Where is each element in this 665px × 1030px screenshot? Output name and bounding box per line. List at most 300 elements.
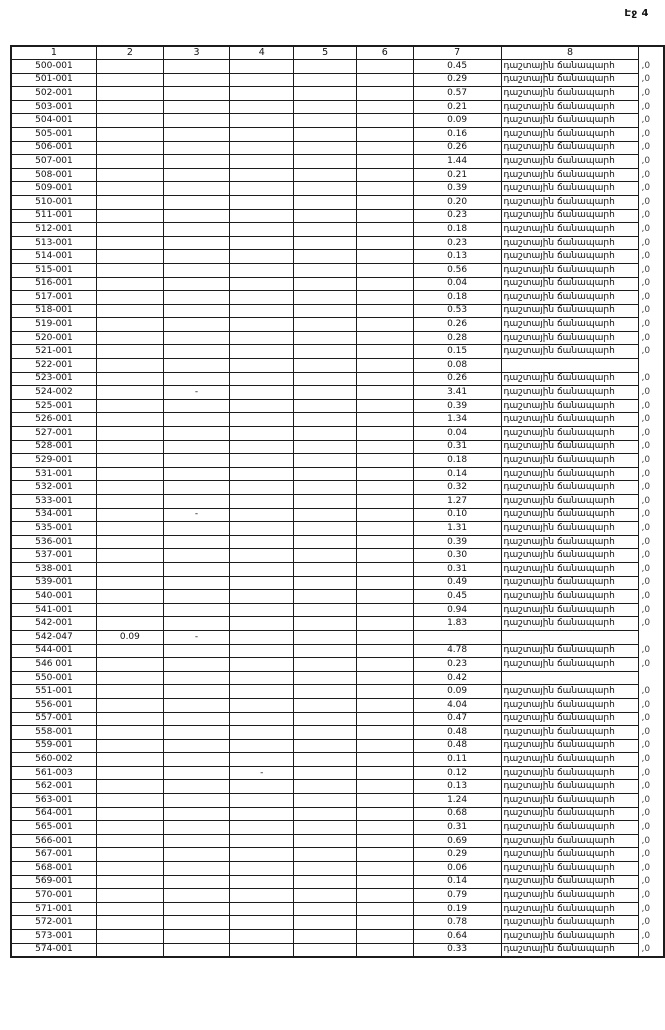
table-row bbox=[11, 902, 664, 916]
edge-mark: ,0 bbox=[641, 60, 651, 71]
cell-col8: դաշտային ճանապարհ bbox=[501, 685, 639, 699]
cell-col7: 0.31 bbox=[413, 821, 501, 835]
cell-col6 bbox=[356, 345, 413, 359]
cell-col2 bbox=[96, 331, 163, 345]
table-row bbox=[11, 834, 664, 848]
cell-col1: 503-001 bbox=[11, 100, 96, 114]
table-header-row bbox=[11, 46, 664, 60]
edge-mark: ,0 bbox=[641, 618, 651, 629]
cell-col6 bbox=[356, 359, 413, 373]
cell-col6 bbox=[356, 848, 413, 862]
cell-col2 bbox=[96, 372, 163, 386]
cell-col7: 0.26 bbox=[413, 318, 501, 332]
edge-mark: ,0 bbox=[641, 319, 651, 330]
edge-mark: ,0 bbox=[641, 169, 651, 180]
cell-col2 bbox=[96, 807, 163, 821]
cell-col6 bbox=[356, 698, 413, 712]
cell-col2 bbox=[96, 753, 163, 767]
cell-col4 bbox=[230, 345, 294, 359]
cell-col1: 540-001 bbox=[11, 590, 96, 604]
header-cell-col6: 6 bbox=[356, 46, 413, 60]
cell-col2 bbox=[96, 535, 163, 549]
cell-col4 bbox=[230, 291, 294, 305]
cell-col4 bbox=[230, 481, 294, 495]
cell-col2 bbox=[96, 848, 163, 862]
cell-col2 bbox=[96, 168, 163, 182]
cell-col3 bbox=[163, 766, 229, 780]
cell-col5 bbox=[294, 698, 356, 712]
cell-col3 bbox=[163, 223, 229, 237]
table-row bbox=[11, 930, 664, 944]
cell-col8: դաշտային ճանապարհ bbox=[501, 821, 639, 835]
cell-col8: դաշտային ճանապարհ bbox=[501, 399, 639, 413]
page-number-label: Էջ 4 bbox=[624, 8, 649, 19]
table-row bbox=[11, 304, 664, 318]
cell-col6 bbox=[356, 522, 413, 536]
cell-col3 bbox=[163, 345, 229, 359]
cell-col8: դաշտային ճանապարհ bbox=[501, 60, 639, 74]
cell-col4 bbox=[230, 223, 294, 237]
cell-col8 bbox=[501, 671, 639, 685]
cell-col4 bbox=[230, 155, 294, 169]
cell-col4 bbox=[230, 807, 294, 821]
cell-col3 bbox=[163, 549, 229, 563]
cell-col1: 568-001 bbox=[11, 862, 96, 876]
cell-col1: 532-001 bbox=[11, 481, 96, 495]
cell-col7: 0.53 bbox=[413, 304, 501, 318]
cell-col7: 0.48 bbox=[413, 726, 501, 740]
table-row bbox=[11, 100, 664, 114]
cell-col1: 542-047 bbox=[11, 630, 96, 644]
cell-col6 bbox=[356, 535, 413, 549]
cell-col8: դաշտային ճանապարհ bbox=[501, 345, 639, 359]
cell-col6 bbox=[356, 712, 413, 726]
cell-col2 bbox=[96, 304, 163, 318]
edge-mark: ,0 bbox=[641, 604, 651, 615]
cell-col8: դաշտային ճանապարհ bbox=[501, 848, 639, 862]
edge-mark: ,0 bbox=[641, 305, 651, 316]
cell-col5 bbox=[294, 535, 356, 549]
cell-col6 bbox=[356, 440, 413, 454]
cell-col2 bbox=[96, 127, 163, 141]
cell-col7: 1.24 bbox=[413, 794, 501, 808]
cell-col6 bbox=[356, 127, 413, 141]
cell-col3 bbox=[163, 413, 229, 427]
cell-col5 bbox=[294, 603, 356, 617]
cell-col1: 518-001 bbox=[11, 304, 96, 318]
table-row bbox=[11, 454, 664, 468]
cell-col7: 1.27 bbox=[413, 495, 501, 509]
cell-col6 bbox=[356, 155, 413, 169]
cell-col3 bbox=[163, 698, 229, 712]
table-row bbox=[11, 345, 664, 359]
cell-col2 bbox=[96, 182, 163, 196]
cell-col6 bbox=[356, 590, 413, 604]
cell-col6 bbox=[356, 794, 413, 808]
cell-col1: 531-001 bbox=[11, 467, 96, 481]
cell-col8: դաշտային ճանապարհ bbox=[501, 209, 639, 223]
cell-col1: 523-001 bbox=[11, 372, 96, 386]
cell-col3 bbox=[163, 658, 229, 672]
cell-col8: դաշտային ճանապարհ bbox=[501, 495, 639, 509]
cell-col5 bbox=[294, 617, 356, 631]
cell-col6 bbox=[356, 630, 413, 644]
table-row bbox=[11, 739, 664, 753]
cell-col8: դաշտային ճանապարհ bbox=[501, 590, 639, 604]
cell-col2 bbox=[96, 549, 163, 563]
cell-col3: - bbox=[163, 386, 229, 400]
cell-col3 bbox=[163, 875, 229, 889]
cell-col1: 505-001 bbox=[11, 127, 96, 141]
cell-col2 bbox=[96, 916, 163, 930]
table-row bbox=[11, 427, 664, 441]
cell-col3 bbox=[163, 359, 229, 373]
cell-col8: դաշտային ճանապարհ bbox=[501, 739, 639, 753]
cell-col5 bbox=[294, 155, 356, 169]
cell-col8: դաշտային ճանապարհ bbox=[501, 100, 639, 114]
cell-col2 bbox=[96, 195, 163, 209]
cell-col2 bbox=[96, 114, 163, 128]
cell-col7: 0.21 bbox=[413, 168, 501, 182]
cell-col6 bbox=[356, 562, 413, 576]
table-row bbox=[11, 318, 664, 332]
cell-col3 bbox=[163, 562, 229, 576]
cell-col8: դաշտային ճանապարհ bbox=[501, 141, 639, 155]
cell-col7: 0.57 bbox=[413, 87, 501, 101]
cell-col6 bbox=[356, 875, 413, 889]
cell-col4 bbox=[230, 182, 294, 196]
header-cell-col4: 4 bbox=[230, 46, 294, 60]
edge-mark: ,0 bbox=[641, 210, 651, 221]
cell-col8: դաշտային ճանապարհ bbox=[501, 467, 639, 481]
cell-col8: դաշտային ճանապարհ bbox=[501, 413, 639, 427]
cell-col6 bbox=[356, 495, 413, 509]
table-row bbox=[11, 535, 664, 549]
cell-col3 bbox=[163, 250, 229, 264]
cell-col3 bbox=[163, 168, 229, 182]
cell-col8: դաշտային ճանապարհ bbox=[501, 277, 639, 291]
cell-col2 bbox=[96, 889, 163, 903]
cell-col1: 557-001 bbox=[11, 712, 96, 726]
table-row bbox=[11, 182, 664, 196]
edge-mark: ,0 bbox=[641, 468, 651, 479]
cell-col3 bbox=[163, 590, 229, 604]
edge-mark: ,0 bbox=[641, 536, 651, 547]
cell-col8: դաշտային ճանապարհ bbox=[501, 889, 639, 903]
cell-col8: դաշտային ճանապարհ bbox=[501, 726, 639, 740]
cell-col7: 0.64 bbox=[413, 930, 501, 944]
cell-col2 bbox=[96, 359, 163, 373]
cell-col5 bbox=[294, 87, 356, 101]
cell-col8: դաշտային ճանապարհ bbox=[501, 331, 639, 345]
cell-col6 bbox=[356, 821, 413, 835]
cell-col1: 560-002 bbox=[11, 753, 96, 767]
table-row bbox=[11, 127, 664, 141]
cell-col6 bbox=[356, 223, 413, 237]
cell-col2 bbox=[96, 291, 163, 305]
cell-col1: 544-001 bbox=[11, 644, 96, 658]
edge-mark: ,0 bbox=[641, 903, 651, 914]
table-row bbox=[11, 195, 664, 209]
cell-col5 bbox=[294, 794, 356, 808]
cell-col1: 526-001 bbox=[11, 413, 96, 427]
cell-col5 bbox=[294, 739, 356, 753]
cell-col3 bbox=[163, 182, 229, 196]
cell-col2 bbox=[96, 562, 163, 576]
header-cell-col1: 1 bbox=[11, 46, 96, 60]
cell-col4 bbox=[230, 943, 294, 957]
cell-col3 bbox=[163, 454, 229, 468]
cell-col1: 571-001 bbox=[11, 902, 96, 916]
edge-mark: ,0 bbox=[641, 550, 651, 561]
cell-col6 bbox=[356, 658, 413, 672]
edge-mark: ,0 bbox=[641, 278, 651, 289]
table-body bbox=[11, 60, 664, 958]
cell-col2 bbox=[96, 603, 163, 617]
cell-col4 bbox=[230, 495, 294, 509]
cell-col1: 538-001 bbox=[11, 562, 96, 576]
cell-col8 bbox=[501, 359, 639, 373]
edge-mark: ,0 bbox=[641, 645, 651, 656]
cell-col4 bbox=[230, 862, 294, 876]
cell-col4 bbox=[230, 100, 294, 114]
cell-col5 bbox=[294, 481, 356, 495]
table-row bbox=[11, 603, 664, 617]
edge-mark: ,0 bbox=[641, 849, 651, 860]
cell-col8: դաշտային ճանապարհ bbox=[501, 658, 639, 672]
cell-col8 bbox=[501, 630, 639, 644]
cell-col6 bbox=[356, 87, 413, 101]
cell-col4 bbox=[230, 671, 294, 685]
cell-col7: 3.41 bbox=[413, 386, 501, 400]
table-row bbox=[11, 753, 664, 767]
cell-col3 bbox=[163, 726, 229, 740]
cell-col5 bbox=[294, 386, 356, 400]
cell-col4 bbox=[230, 644, 294, 658]
cell-col5 bbox=[294, 549, 356, 563]
cell-col3 bbox=[163, 114, 229, 128]
cell-col7: 0.39 bbox=[413, 535, 501, 549]
cell-col6 bbox=[356, 399, 413, 413]
cell-col4 bbox=[230, 712, 294, 726]
cell-col3 bbox=[163, 141, 229, 155]
cell-col1: 551-001 bbox=[11, 685, 96, 699]
cell-col4 bbox=[230, 603, 294, 617]
cell-col2 bbox=[96, 780, 163, 794]
cell-col3 bbox=[163, 372, 229, 386]
cell-col3 bbox=[163, 576, 229, 590]
cell-col5 bbox=[294, 195, 356, 209]
cell-col6 bbox=[356, 331, 413, 345]
cell-col8: դաշտային ճանապարհ bbox=[501, 807, 639, 821]
cell-col8: դաշտային ճանապարհ bbox=[501, 195, 639, 209]
cell-col3 bbox=[163, 535, 229, 549]
cell-col5 bbox=[294, 182, 356, 196]
cell-col8: դաշտային ճանապարհ bbox=[501, 182, 639, 196]
cell-col3 bbox=[163, 481, 229, 495]
cell-col5 bbox=[294, 250, 356, 264]
cell-col7: 1.31 bbox=[413, 522, 501, 536]
cell-col7: 0.78 bbox=[413, 916, 501, 930]
cell-col5 bbox=[294, 508, 356, 522]
cell-col5 bbox=[294, 848, 356, 862]
cell-col5 bbox=[294, 726, 356, 740]
cell-col1: 561-003 bbox=[11, 766, 96, 780]
table-row bbox=[11, 562, 664, 576]
edge-mark: ,0 bbox=[641, 128, 651, 139]
edge-mark: ,0 bbox=[641, 142, 651, 153]
table-row bbox=[11, 359, 664, 373]
cell-col7: 0.56 bbox=[413, 263, 501, 277]
cell-col6 bbox=[356, 141, 413, 155]
cell-col5 bbox=[294, 943, 356, 957]
cell-col1: 564-001 bbox=[11, 807, 96, 821]
cell-col2 bbox=[96, 386, 163, 400]
cell-col4 bbox=[230, 848, 294, 862]
cell-col7: 0.31 bbox=[413, 440, 501, 454]
cell-col7 bbox=[413, 630, 501, 644]
edge-mark: ,0 bbox=[641, 332, 651, 343]
cell-col7: 0.08 bbox=[413, 359, 501, 373]
cell-col1: 572-001 bbox=[11, 916, 96, 930]
cell-col4 bbox=[230, 549, 294, 563]
cell-col6 bbox=[356, 780, 413, 794]
table-row bbox=[11, 236, 664, 250]
cell-col6 bbox=[356, 508, 413, 522]
cell-col6 bbox=[356, 413, 413, 427]
cell-col6 bbox=[356, 644, 413, 658]
cell-col8: դաշտային ճանապարհ bbox=[501, 862, 639, 876]
cell-col5 bbox=[294, 399, 356, 413]
cell-col7: 0.69 bbox=[413, 834, 501, 848]
cell-col5 bbox=[294, 141, 356, 155]
cell-col8: դաշտային ճանապարհ bbox=[501, 386, 639, 400]
cell-col8: դաշտային ճանապարհ bbox=[501, 168, 639, 182]
edge-mark: ,0 bbox=[641, 658, 651, 669]
table-row bbox=[11, 889, 664, 903]
cell-col2 bbox=[96, 250, 163, 264]
table-row bbox=[11, 807, 664, 821]
edge-mark bbox=[639, 630, 664, 644]
edge-mark: ,0 bbox=[641, 264, 651, 275]
cell-col6 bbox=[356, 195, 413, 209]
table-row bbox=[11, 698, 664, 712]
cell-col3 bbox=[163, 127, 229, 141]
cell-col8: դաշտային ճանապարհ bbox=[501, 603, 639, 617]
cell-col6 bbox=[356, 930, 413, 944]
cell-col7: 0.10 bbox=[413, 508, 501, 522]
cell-col8: դաշտային ճանապարհ bbox=[501, 155, 639, 169]
cell-col8: դաշտային ճանապարհ bbox=[501, 508, 639, 522]
cell-col7: 0.14 bbox=[413, 467, 501, 481]
edge-mark: ,0 bbox=[641, 835, 651, 846]
cell-col7: 1.34 bbox=[413, 413, 501, 427]
cell-col2 bbox=[96, 454, 163, 468]
cell-col4 bbox=[230, 726, 294, 740]
edge-mark: ,0 bbox=[641, 87, 651, 98]
cell-col1: 512-001 bbox=[11, 223, 96, 237]
cell-col3 bbox=[163, 60, 229, 74]
table-row bbox=[11, 794, 664, 808]
edge-mark: ,0 bbox=[641, 495, 651, 506]
cell-col1: 527-001 bbox=[11, 427, 96, 441]
edge-mark: ,0 bbox=[641, 101, 651, 112]
cell-col8: դաշտային ճանապարհ bbox=[501, 712, 639, 726]
cell-col5 bbox=[294, 168, 356, 182]
cell-col6 bbox=[356, 916, 413, 930]
cell-col7: 0.33 bbox=[413, 943, 501, 957]
cell-col7: 0.28 bbox=[413, 331, 501, 345]
edge-mark: ,0 bbox=[641, 387, 651, 398]
header-cell-col5: 5 bbox=[294, 46, 356, 60]
table-row bbox=[11, 943, 664, 957]
cell-col5 bbox=[294, 712, 356, 726]
cell-col2 bbox=[96, 413, 163, 427]
cell-col5 bbox=[294, 114, 356, 128]
cell-col7: 0.32 bbox=[413, 481, 501, 495]
cell-col7: 0.20 bbox=[413, 195, 501, 209]
edge-mark: ,0 bbox=[641, 917, 651, 928]
cell-col3 bbox=[163, 304, 229, 318]
cell-col8: դաշտային ճանապարհ bbox=[501, 481, 639, 495]
cell-col8: դաշտային ճանապարհ bbox=[501, 644, 639, 658]
cell-col4 bbox=[230, 263, 294, 277]
edge-mark: ,0 bbox=[641, 781, 651, 792]
cell-col2 bbox=[96, 60, 163, 74]
cell-col2 bbox=[96, 576, 163, 590]
cell-col4 bbox=[230, 930, 294, 944]
cell-col8: դաշտային ճանապարհ bbox=[501, 753, 639, 767]
cell-col6 bbox=[356, 807, 413, 821]
table-row bbox=[11, 630, 664, 644]
cell-col3 bbox=[163, 780, 229, 794]
cell-col5 bbox=[294, 916, 356, 930]
table-row bbox=[11, 467, 664, 481]
edge-mark: ,0 bbox=[641, 726, 651, 737]
cell-col4 bbox=[230, 522, 294, 536]
cell-col1: 519-001 bbox=[11, 318, 96, 332]
edge-mark bbox=[639, 359, 664, 373]
cell-col6 bbox=[356, 100, 413, 114]
cell-col3 bbox=[163, 195, 229, 209]
cell-col2 bbox=[96, 467, 163, 481]
cell-col4 bbox=[230, 168, 294, 182]
cell-col1: 563-001 bbox=[11, 794, 96, 808]
cell-col4 bbox=[230, 685, 294, 699]
cell-col4 bbox=[230, 236, 294, 250]
cell-col2 bbox=[96, 875, 163, 889]
cell-col3 bbox=[163, 821, 229, 835]
cell-col8: դաշտային ճանապարհ bbox=[501, 454, 639, 468]
cell-col5 bbox=[294, 440, 356, 454]
cell-col6 bbox=[356, 603, 413, 617]
table-row bbox=[11, 862, 664, 876]
cell-col5 bbox=[294, 73, 356, 87]
cell-col3 bbox=[163, 889, 229, 903]
cell-col5 bbox=[294, 223, 356, 237]
cell-col5 bbox=[294, 331, 356, 345]
cell-col4 bbox=[230, 372, 294, 386]
cell-col6 bbox=[356, 277, 413, 291]
cell-col1: 569-001 bbox=[11, 875, 96, 889]
cell-col4 bbox=[230, 250, 294, 264]
cell-col3 bbox=[163, 685, 229, 699]
cell-col5 bbox=[294, 372, 356, 386]
edge-mark: ,0 bbox=[641, 427, 651, 438]
cell-col8: դաշտային ճանապարհ bbox=[501, 930, 639, 944]
cell-col1: 528-001 bbox=[11, 440, 96, 454]
cell-col3 bbox=[163, 495, 229, 509]
